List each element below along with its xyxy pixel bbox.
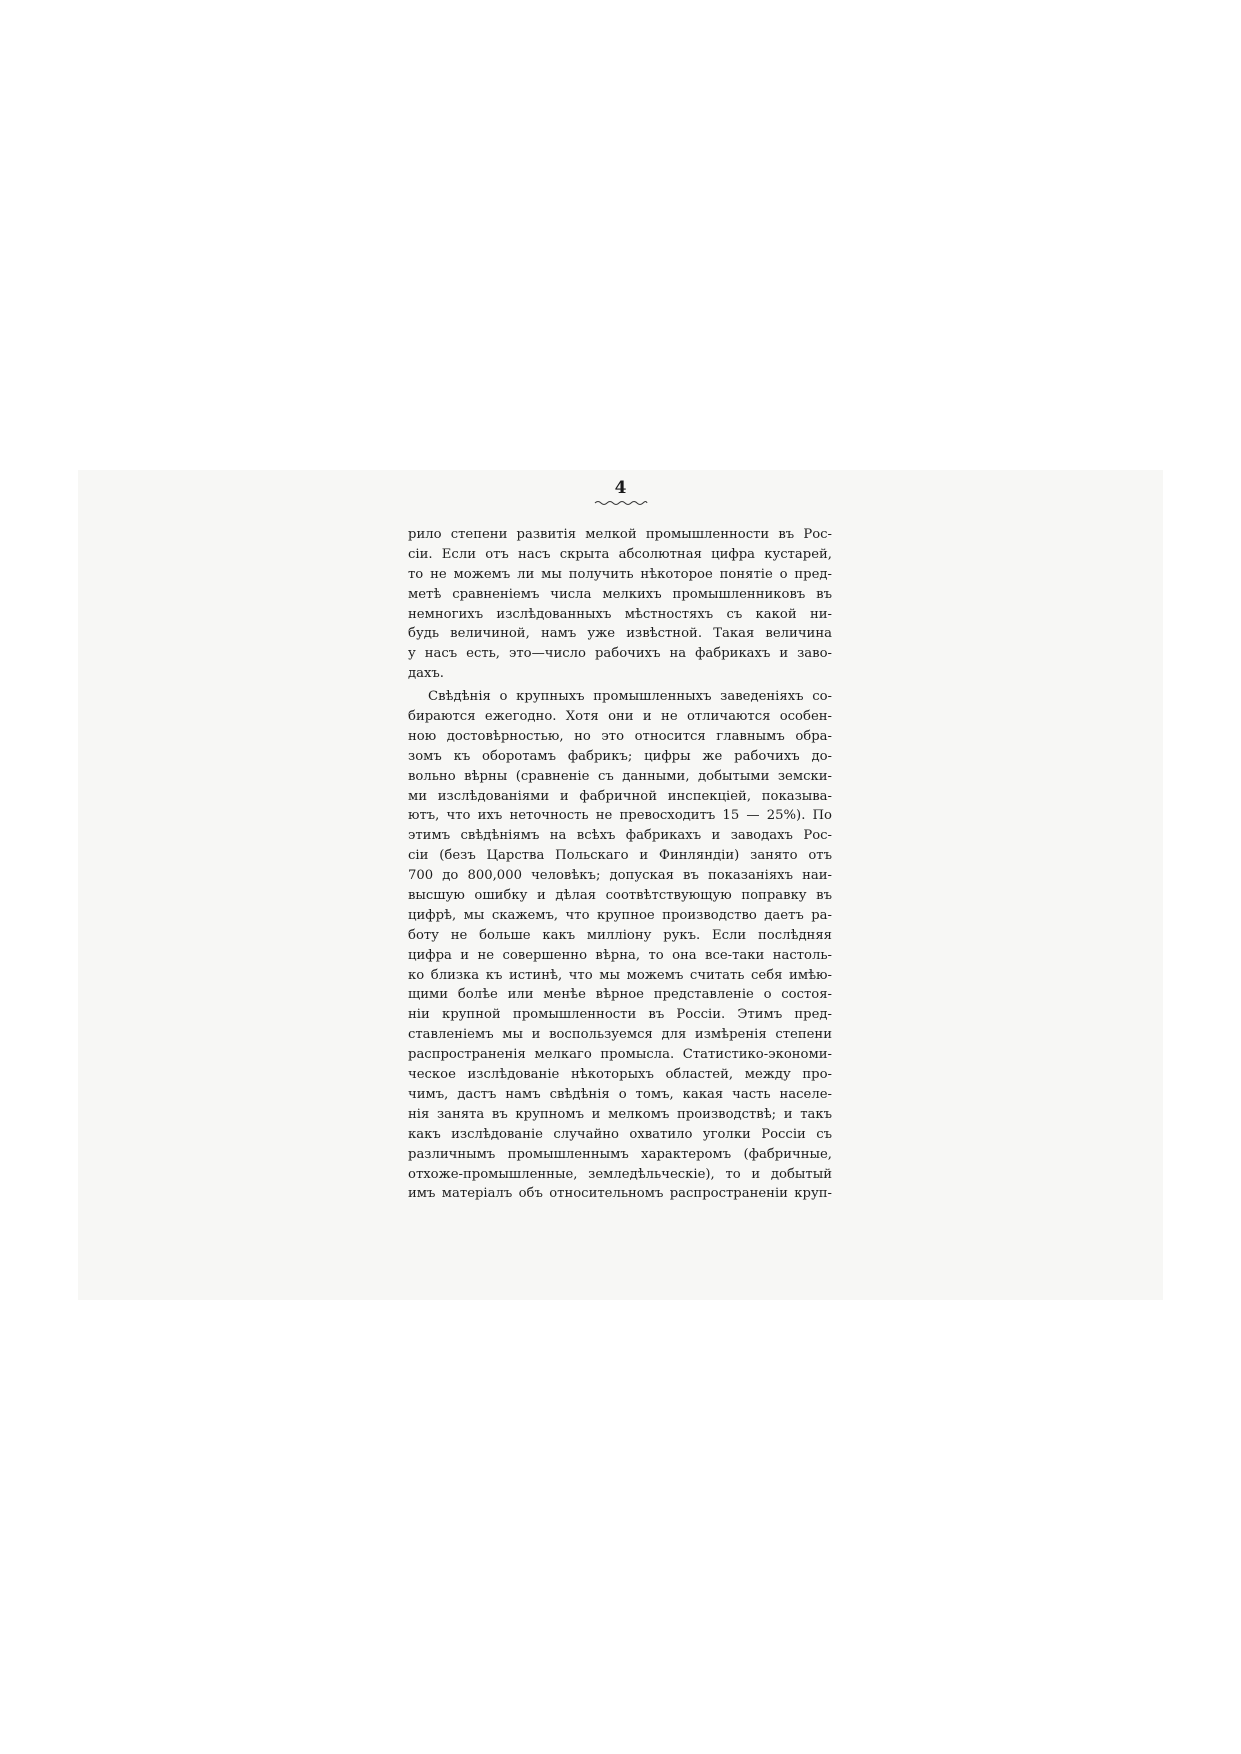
- text-line: боту не больше какъ милліону рукъ. Если послѣдняя: [408, 927, 832, 943]
- text-line: сіи (безъ Царства Польскаго и Финляндіи) занято отъ: [408, 848, 832, 864]
- text-line: 700 до 800,000 человѣкъ; допуская въ показаніяхъ наи-: [408, 868, 832, 884]
- text-line: ческое изслѣдованіе нѣкоторыхъ областей, между про-: [408, 1067, 832, 1083]
- text-line: дахъ.: [408, 666, 445, 682]
- page-number: 4: [614, 478, 627, 498]
- text-line: различнымъ промышленнымъ характеромъ (фабричные,: [408, 1146, 832, 1162]
- text-line: какъ изслѣдованіе случайно охватило уголки Россіи съ: [408, 1126, 832, 1142]
- text-line: ніи крупной промышленности въ Россіи. Этимъ пред-: [408, 1007, 832, 1023]
- text-line: цифрѣ, мы скажемъ, что крупное производство даетъ ра-: [408, 907, 832, 923]
- paragraph: [408, 687, 832, 1204]
- text-line: ставленіемъ мы и воспользуемся для измѣренія степени: [408, 1027, 832, 1043]
- text-line: бираются ежегодно. Хотя они и не отличаются особен-: [408, 709, 832, 725]
- text-line: зомъ къ оборотамъ фабрикъ; цифры же рабочихъ до-: [408, 748, 832, 764]
- text-line: нія занята въ крупномъ и мелкомъ производствѣ; и такъ: [408, 1106, 832, 1122]
- text-line: распространенія мелкаго промысла. Статистико-экономи-: [408, 1047, 832, 1063]
- text-line: будь величиной, намъ уже извѣстной. Такая величина: [408, 626, 832, 642]
- page-number-ornament: [594, 499, 648, 507]
- text-line: чимъ, дастъ намъ свѣдѣнія о томъ, какая часть населе-: [408, 1086, 832, 1102]
- text-line: ми изслѣдованіями и фабричной инспекціей, показыва-: [408, 788, 832, 804]
- text-line: у насъ есть, это—число рабочихъ на фабрикахъ и заво-: [408, 646, 832, 662]
- text-line: щими болѣе или менѣе вѣрное представленіе о состоя-: [408, 987, 832, 1003]
- text-line: ютъ, что ихъ неточность не превосходитъ 15 — 25%). По: [408, 808, 832, 824]
- text-line: ною достовѣрностью, но это относится главнымъ обра-: [408, 728, 832, 744]
- text-line: немногихъ изслѣдованныхъ мѣстностяхъ съ какой ни-: [408, 606, 832, 622]
- paragraph: [408, 525, 832, 684]
- text-line: имъ матеріалъ объ относительномъ распространеніи круп-: [408, 1186, 832, 1202]
- text-line: вольно вѣрны (сравненіе съ данными, добытыми земски-: [408, 768, 832, 784]
- text-line: отхоже-промышленные, земледѣльческіе), то и добытый: [408, 1166, 832, 1182]
- text-line: этимъ свѣдѣніямъ на всѣхъ фабрикахъ и заводахъ Рос-: [408, 828, 832, 844]
- text-line: сіи. Если отъ насъ скрыта абсолютная цифра кустарей,: [408, 546, 832, 562]
- text-line: высшую ошибку и дѣлая соотвѣтствующую поправку въ: [408, 888, 832, 904]
- text-line: рило степени развитія мелкой промышленности въ Рос-: [408, 527, 832, 542]
- body-text: [408, 525, 832, 1204]
- text-line: метѣ сравненіемъ числа мелкихъ промышленниковъ въ: [408, 586, 832, 602]
- text-line: цифра и не совершенно вѣрна, то она все-таки настоль-: [408, 947, 832, 963]
- text-line: то не можемъ ли мы получить нѣкоторое понятіе о пред-: [408, 566, 832, 582]
- text-line: ко близка къ истинѣ, что мы можемъ считать себя имѣю-: [408, 967, 832, 983]
- text-line: Свѣдѣнія о крупныхъ промышленныхъ заведеніяхъ со-: [428, 689, 832, 705]
